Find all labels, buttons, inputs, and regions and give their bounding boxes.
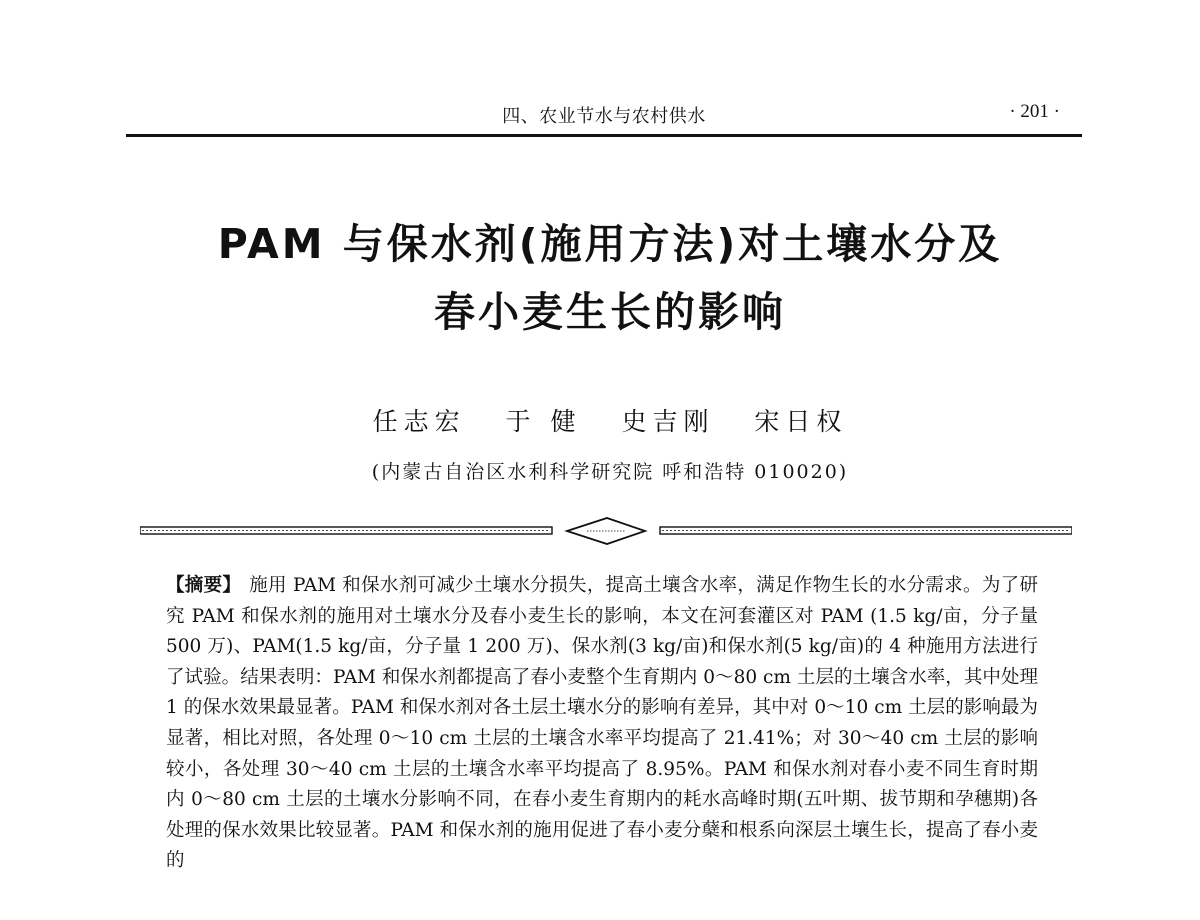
article-title-line-1: PAM 与保水剂(施用方法)对土壤水分及 [217, 220, 1003, 268]
running-header [126, 100, 1082, 137]
ornamental-divider [140, 514, 1072, 548]
abstract-paragraph [166, 571, 1038, 877]
author-name: 任志宏 [372, 407, 466, 436]
author-name: 宋日权 [754, 407, 848, 436]
page-number: · 201 · [1009, 101, 1060, 122]
author-name: 史吉刚 [621, 407, 715, 436]
author-name: 于 健 [505, 407, 582, 436]
abstract-text: 施用 PAM 和保水剂可减少土壤水分损失，提高土壤含水率，满足作物生长的水分需求。为了研究 PAM 和保水剂的施用对土壤水分及春小麦生长的影响，本文在河套灌区对 PAM (1.5 kg/亩，分子量 500 万)、PAM(1.5 kg/亩，分子量 1 200 万)、保水剂(3 kg/亩)和保水剂(5 kg/亩)的 4 种施用方法进行了试验。结果表明：PAM 和保水剂都提高了春小麦整个生育期内 0～80 cm 土层的土壤含水率，其中处理 1 的保水效果最显著。PAM 和保水剂对各土层土壤水分的影响有差异，其中对 0～10 cm 土层的影响最为显著，相比对照，各处理 0～10 cm 土层的土壤含水率平均提高了 21.41%；对 30～40 cm 土层的影响较小，各处理 30～40 cm 土层的土壤含水率平均提高了 8.95%。PAM 和保水剂对春小麦不同生育时期内 0～80 cm 土层的土壤水分影响不同，在春小麦生育期内的耗水高峰时期(五叶期、拔节期和孕穗期)各处理的保水效果比较显著。PAM 和保水剂的施用促进了春小麦分蘖和根系向深层土壤生长，提高了春小麦的 [166, 575, 1038, 872]
abstract-label: 【摘要】 [166, 575, 242, 596]
article-title-line-2: 春小麦生长的影响 [434, 288, 786, 336]
author-affiliation: (内蒙古自治区水利科学研究院 呼和浩特 010020) [371, 461, 849, 483]
section-title: 四、农业节水与农村供水 [502, 106, 706, 127]
author-list [120, 402, 1100, 438]
